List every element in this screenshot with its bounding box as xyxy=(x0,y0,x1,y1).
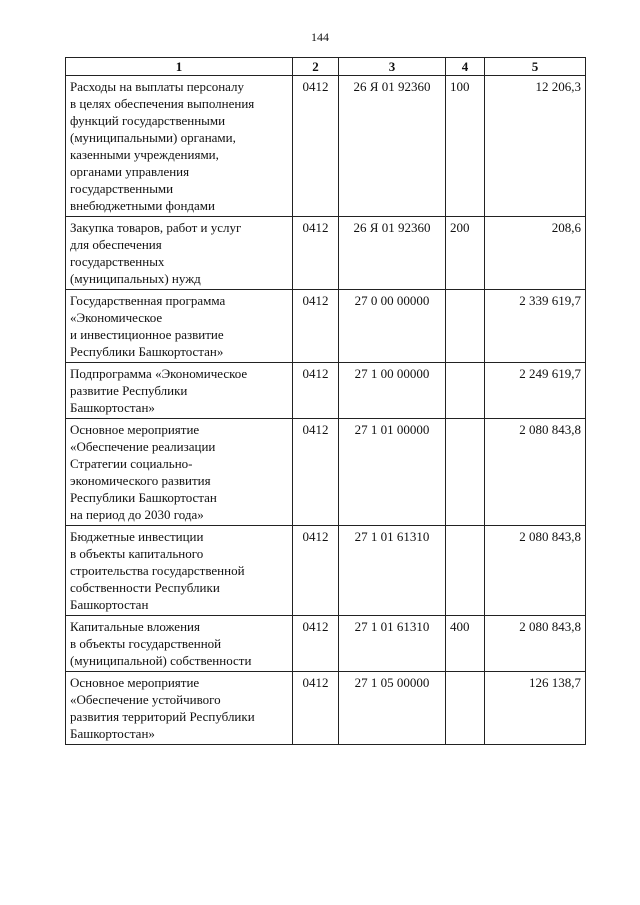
row-target-cell: 27 1 01 61310 xyxy=(339,526,446,616)
row-name-cell: Закупка товаров, работ и услуг для обеспечения государственных (муниципальных) нужд xyxy=(66,217,293,290)
row-target-cell: 26 Я 01 92360 xyxy=(339,217,446,290)
table-row xyxy=(66,672,586,745)
row-amount-cell: 2 249 619,7 xyxy=(485,363,586,419)
row-name-cell: Бюджетные инвестиции в объекты капитального строительства государственной собственности Республики Башкортостан xyxy=(66,526,293,616)
row-section-cell: 0412 xyxy=(293,217,339,290)
row-kind-cell: 200 xyxy=(446,217,485,290)
row-name-cell: Расходы на выплаты персоналу в целях обеспечения выполнения функций государственными (муниципальными) органами, казенными учреждениями, органами управления государственными внебюджетными фондами xyxy=(66,76,293,217)
row-section-cell: 0412 xyxy=(293,290,339,363)
column-header-5: 5 xyxy=(485,58,586,76)
row-name-cell: Государственная программа «Экономическое и инвестиционное развитие Республики Башкортостан» xyxy=(66,290,293,363)
row-name-cell: Основное мероприятие «Обеспечение устойчивого развития территорий Республики Башкортостан» xyxy=(66,672,293,745)
table-row xyxy=(66,363,586,419)
row-target-cell: 27 1 00 00000 xyxy=(339,363,446,419)
row-amount-cell: 2 080 843,8 xyxy=(485,419,586,526)
table-row xyxy=(66,217,586,290)
table-row xyxy=(66,76,586,217)
row-target-cell: 27 0 00 00000 xyxy=(339,290,446,363)
row-section-cell: 0412 xyxy=(293,672,339,745)
row-name-cell: Основное мероприятие «Обеспечение реализации Стратегии социально- экономического развития Республики Башкортостан на период до 2030 года» xyxy=(66,419,293,526)
row-target-cell: 26 Я 01 92360 xyxy=(339,76,446,217)
table-row xyxy=(66,616,586,672)
row-section-cell: 0412 xyxy=(293,419,339,526)
column-header-3: 3 xyxy=(339,58,446,76)
table-row xyxy=(66,526,586,616)
row-amount-cell: 2 080 843,8 xyxy=(485,616,586,672)
column-header-4: 4 xyxy=(446,58,485,76)
row-target-cell: 27 1 05 00000 xyxy=(339,672,446,745)
column-header-1: 1 xyxy=(66,58,293,76)
page-number: 144 xyxy=(311,30,329,44)
row-kind-cell xyxy=(446,672,485,745)
row-section-cell: 0412 xyxy=(293,76,339,217)
row-name-cell: Подпрограмма «Экономическое развитие Республики Башкортостан» xyxy=(66,363,293,419)
row-section-cell: 0412 xyxy=(293,616,339,672)
row-amount-cell: 2 339 619,7 xyxy=(485,290,586,363)
row-name-cell: Капитальные вложения в объекты государственной (муниципальной) собственности xyxy=(66,616,293,672)
column-header-2: 2 xyxy=(293,58,339,76)
row-amount-cell: 12 206,3 xyxy=(485,76,586,217)
row-kind-cell: 100 xyxy=(446,76,485,217)
row-kind-cell xyxy=(446,363,485,419)
row-section-cell: 0412 xyxy=(293,526,339,616)
table-row xyxy=(66,290,586,363)
row-section-cell: 0412 xyxy=(293,363,339,419)
row-amount-cell: 126 138,7 xyxy=(485,672,586,745)
row-target-cell: 27 1 01 00000 xyxy=(339,419,446,526)
row-target-cell: 27 1 01 61310 xyxy=(339,616,446,672)
table-header-row xyxy=(66,58,586,76)
row-kind-cell xyxy=(446,419,485,526)
budget-table xyxy=(65,57,586,745)
row-kind-cell xyxy=(446,290,485,363)
row-kind-cell xyxy=(446,526,485,616)
table-row xyxy=(66,419,586,526)
row-amount-cell: 208,6 xyxy=(485,217,586,290)
row-kind-cell: 400 xyxy=(446,616,485,672)
row-amount-cell: 2 080 843,8 xyxy=(485,526,586,616)
